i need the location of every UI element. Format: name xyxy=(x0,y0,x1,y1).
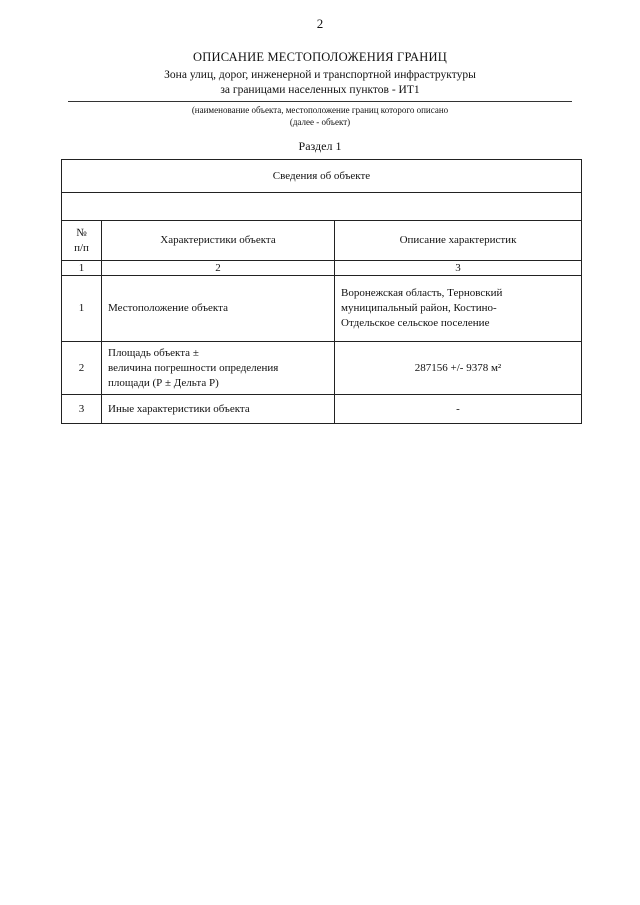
row-1-description-line-1: Воронежская область, Терновский xyxy=(341,287,503,299)
table-empty-cell xyxy=(62,193,582,221)
caption-line-1: (наименование объекта, местоположение границ которого описано xyxy=(191,105,449,115)
row-2-characteristic-line-3: площади (Р ± Дельта Р) xyxy=(108,376,219,389)
table-heading: Сведения об объекте xyxy=(62,160,582,193)
column-number-row xyxy=(62,261,582,276)
table-row xyxy=(62,395,582,424)
row-2-characteristic xyxy=(102,342,335,395)
object-info-table xyxy=(61,159,582,424)
column-number-1: 1 xyxy=(62,261,102,276)
column-number-2: 2 xyxy=(102,261,335,276)
row-3-characteristic: Иные характеристики объекта xyxy=(102,395,335,424)
section-title: Раздел 1 xyxy=(298,139,342,153)
table-row xyxy=(62,276,582,342)
column-number-3: 3 xyxy=(335,261,582,276)
table-row xyxy=(62,342,582,395)
row-3-description: - xyxy=(335,395,582,424)
table-header-row xyxy=(62,221,582,261)
object-name-caption xyxy=(70,104,570,128)
object-name-line-2: за границами населенных пунктов - ИТ1 xyxy=(220,84,420,96)
document-title: ОПИСАНИЕ МЕСТОПОЛОЖЕНИЯ ГРАНИЦ xyxy=(193,50,447,64)
header-characteristic: Характеристики объекта xyxy=(102,221,335,261)
header-number-line-2: п/п xyxy=(74,241,89,254)
table-heading-row xyxy=(62,160,582,193)
header-number xyxy=(62,221,102,261)
row-2-number: 2 xyxy=(62,342,102,395)
row-2-characteristic-line-2: величина погрешности определения xyxy=(108,361,279,374)
row-1-number: 1 xyxy=(62,276,102,342)
row-2-characteristic-line-1: Площадь объекта ± xyxy=(108,346,199,359)
page-number: 2 xyxy=(316,16,324,31)
header-description: Описание характеристик xyxy=(335,221,582,261)
row-1-description-line-3: Отдельское сельское поселение xyxy=(341,317,490,329)
row-3-number: 3 xyxy=(62,395,102,424)
table-empty-row xyxy=(62,193,582,221)
caption-line-2: (далее - объект) xyxy=(289,117,351,127)
row-1-description xyxy=(335,276,582,342)
header-number-line-1: № xyxy=(76,226,87,239)
object-name xyxy=(70,68,570,98)
object-name-underline xyxy=(68,101,572,102)
row-1-characteristic: Местоположение объекта xyxy=(102,276,335,342)
object-name-line-1: Зона улиц, дорог, инженерной и транспортной инфраструктуры xyxy=(164,69,476,81)
row-2-description: 287156 +/- 9378 м² xyxy=(335,342,582,395)
row-1-description-line-2: муниципальный район, Костино- xyxy=(341,302,497,314)
